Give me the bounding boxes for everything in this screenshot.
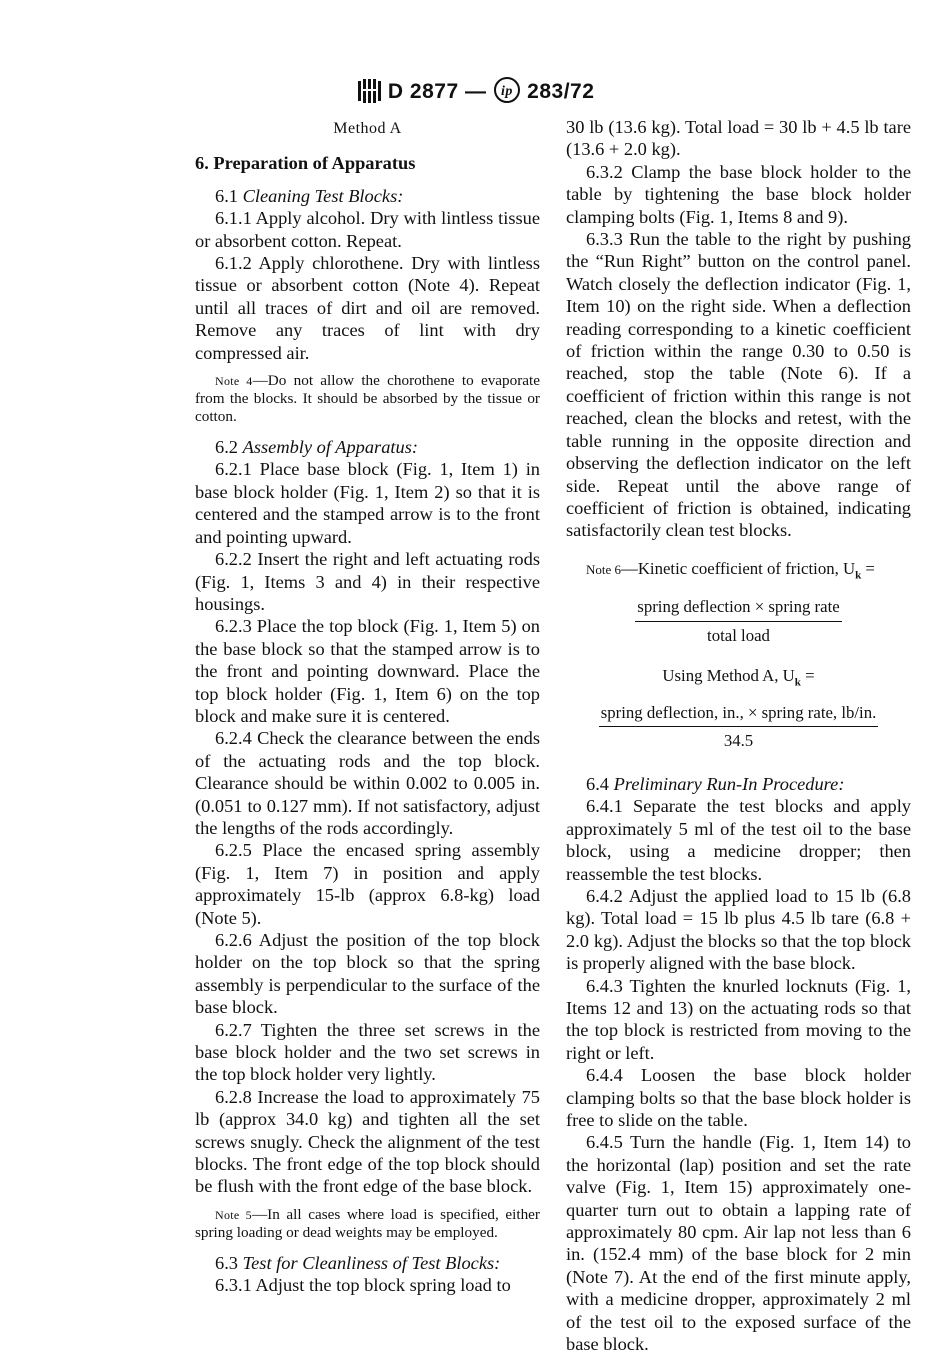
note-5: Note 5—In all cases where load is specified, either spring loading or dead weights may be employed. [195,1205,540,1241]
para-6-2-7: 6.2.7 Tighten the three set screws in the base block holder and the two set screws in the top block holder very lightly. [195,1019,540,1085]
subsection-6-1: 6.1 Cleaning Test Blocks: [215,185,404,206]
note-4: Note 4—Do not allow the chorothene to evaporate from the blocks. It should be absorbed by the tissue or cotton. [195,372,540,426]
para-6-1-1: 6.1.1 Apply alcohol. Dry with lintless tissue or absorbent cotton. Repeat. [195,208,540,251]
subsection-6-4: 6.4 Preliminary Run-In Procedure: [586,773,845,794]
note-6: Note 6—Kinetic coefficient of friction, $U_k$ = [586,558,875,582]
formula-2-denominator: 34.5 [723,731,754,751]
ip-number: 283/72 [527,80,595,103]
formula-2-numerator: spring deflection, in., × spring rate, lb/in. [599,702,879,727]
formula-1-denominator: total load [707,625,770,645]
method-heading: Method A [333,120,402,137]
para-6-2-3: 6.2.3 Place the top block (Fig. 1, Item 5) on the base block so that the stamped arrow is to the front and pointing downward. Place the top block holder (Fig. 1, Item 6) on the top block and make sure it is centered. [195,616,540,726]
para-6-2-2: 6.2.2 Insert the right and left actuating rods (Fig. 1, Items 3 and 4) in their respective housings. [195,549,540,614]
para-6-1-2: 6.1.2 Apply chlorothene. Dry with lintless tissue or absorbent cotton (Note 4). Repeat until all traces of dirt and oil are removed. Remove any traces of lint with dry compressed air. [195,253,540,363]
right-column [566,116,911,1355]
formula-1-numerator: spring deflection × spring rate [635,596,841,621]
astm-logo-icon [356,78,382,110]
para-6-3-3: 6.3.3 Run the table to the right by pushing the “Run Right” button on the control panel. Watch closely the deflection indicator (Fig. 1, Item 10) on the right side. When a deflection reading corresponding to a kinetic coefficient of friction within the range 0.30 to 0.50 is reached, stop the table (Note 6). If a coefficient of friction within this range is not reached, clean the blocks and retest, with the table running in the opposite direction and observing the deflection indicator on the left side. Repeat until the above range of coefficient of friction is obtained, indicating satisfactorily clean test blocks. [566,229,911,541]
subsection-6-2: 6.2 Assembly of Apparatus: [215,437,418,458]
para-6-2-1: 6.2.1 Place base block (Fig. 1, Item 1) in base block holder (Fig. 1, Item 2) so that it is centered and the stamped arrow is to the front and pointing upward. [195,459,540,547]
para-6-2-6: 6.2.6 Adjust the position of the top block holder on the top block so that the spring assembly is perpendicular to the surface of the base block. [195,930,540,1018]
designation: D 2877 [387,80,459,103]
ip-logo-icon [493,76,521,110]
section-title: 6. Preparation of Apparatus [195,153,416,174]
formula-kinetic-coefficient [566,596,911,647]
para-6-2-5: 6.2.5 Place the encased spring assembly (Fig. 1, Item 7) in position and apply approximately 15-lb (approx 6.8-kg) load (Note 5). [195,840,540,928]
para-6-2-4: 6.2.4 Check the clearance between the ends of the actuating rods and the top block. Clearance should be within 0.002 to 0.005 in. (0.051 to 0.127 mm). If not satisfactory, adjust the lengths of the rods accordingly. [195,728,540,838]
para-6-4-4: 6.4.4 Loosen the base block holder clamping bolts so that the base block holder is free to slide on the table. [566,1065,911,1130]
left-column [195,116,540,1297]
page-header [0,76,950,110]
para-6-3-1-start: 6.3.1 Adjust the top block spring load to [215,1275,511,1296]
svg-text:ip: ip [500,84,513,99]
para-6-2-8: 6.2.8 Increase the load to approximately 75 lb (approx 34.0 kg) and tighten all the set screws snugly. Check the alignment of the test blocks. The front edge of the top block should be flush with the front edge of the base block. [195,1086,540,1197]
para-6-3-1-end: 30 lb (13.6 kg). Total load = 30 lb + 4.5 lb tare (13.6 + 2.0 kg). [566,117,911,160]
para-6-3-2: 6.3.2 Clamp the base block holder to the table by tightening the base block holder clamping bolts (Fig. 1, Items 8 and 9). [566,161,911,227]
para-6-4-3: 6.4.3 Tighten the knurled locknuts (Fig. 1, Items 12 and 13) on the actuating rods so that the top block is restricted from moving to the right or left. [566,975,911,1063]
formula-method-a [566,702,911,753]
para-6-4-1: 6.4.1 Separate the test blocks and apply approximately 5 ml of the test oil to the base block, using a medicine dropper; then reassemble the test blocks. [566,796,911,884]
para-6-4-2: 6.4.2 Adjust the applied load to 15 lb (6.8 kg). Total load = 15 lb plus 4.5 lb tare (6.8 + 2.0 kg). Adjust the blocks so that the top block is properly aligned with the base block. [566,885,911,974]
using-method-a: Using Method A, $U_k$ = [662,666,815,689]
header-dash: — [464,80,487,103]
para-6-4-5: 6.4.5 Turn the handle (Fig. 1, Item 14) to the horizontal (lap) position and set the rate valve (Fig. 1, Item 15) approximately one-quarter turn out to obtain a lapping rate of approximately 80 cpm. Air lap not less than 6 in. (152.4 mm) of the base block for 2 min (Note 7). At the end of the first minute apply, with a medicine dropper, approximately 2 ml of the test oil to the exposed surface of the base block. [566,1132,911,1355]
subsection-6-3: 6.3 Test for Cleanliness of Test Blocks: [215,1252,501,1273]
